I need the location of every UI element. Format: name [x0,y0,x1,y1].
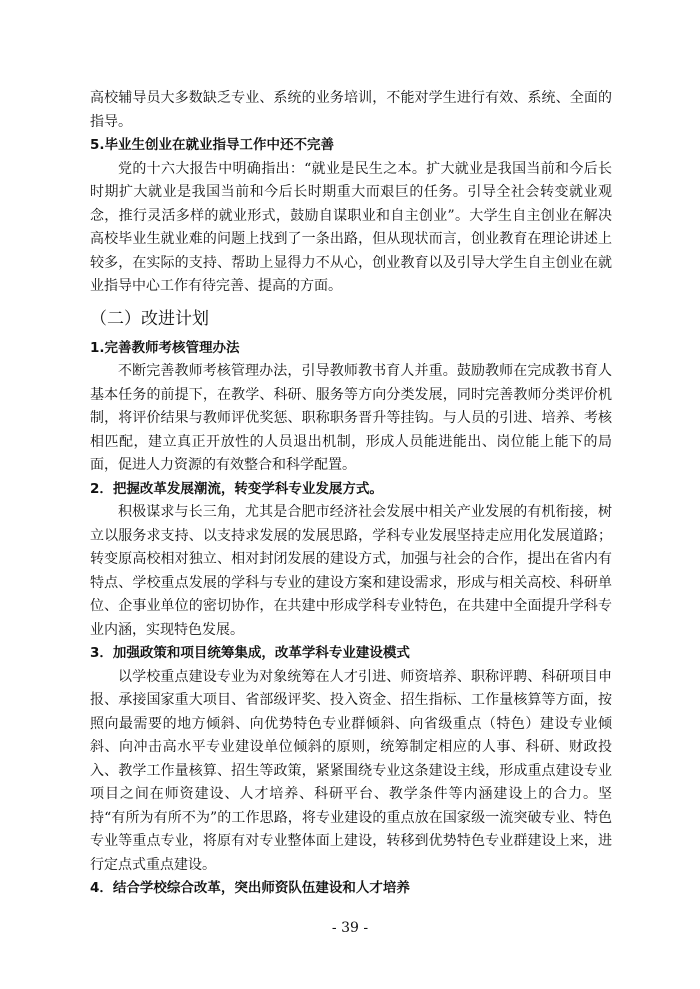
section-title-improvement-plan: （二）改进计划 [90,308,209,329]
paragraph-entrepreneurship: 党的十六大报告中明确指出：“就业是民生之本。扩大就业是我国当前和今后长时期扩大就业是我国当前和今后长时期重大而艰巨的任务。引导全社会转变就业观念，推行灵活多样的就业形式，鼓励自谋职业和自主创业”。大学生自主创业在解决高校毕业生就业难的问题上找到了一条出路，但从现状而言，创业教育在理论讲述上较多，在实际的支持、帮助上显得力不从心，创业教育以及引导大学生自主创业在就业指导中心工作有待完善、提高的方面。 [90,160,612,294]
heading-graduate-entrepreneurship: 5.毕业生创业在就业指导工作中还不完善 [90,137,335,153]
heading-teacher-assessment: 1.完善教师考核管理办法 [90,339,240,356]
paragraph-teacher-assessment: 不断完善教师考核管理办法，引导教师教书育人并重。鼓励教师在完成教书育人基本任务的前提下，在教学、科研、服务等方向分类发展，同时完善教师分类评价机制，将评价结果与教师评优奖惩、职称职务晋升等挂钩。与人员的引进、培养、考核相匹配，建立真正开放性的人员退出机制，形成人员能进能出、岗位能上能下的局面，促进人力资源的有效整合和科学配置。 [90,363,612,473]
heading-policy-integration: 3．加强政策和项目统筹集成，改革学科专业建设模式 [90,645,410,661]
paragraph-counselor-training: 高校辅导员大多数缺乏专业、系统的业务培训，不能对学生进行有效、系统、全面的指导。 [90,90,612,130]
paragraph-reform-trend: 积极谋求与长三角，尤其是合肥市经济社会发展中相关产业发展的有机衔接，树立以服务求支持、以支持求发展的发展思路，学科专业发展坚持走应用化发展道路；转变原高校相对独立、相对封闭发展的建设方式，加强与社会的合作，提出在省内有特点、学校重点发展的学科与专业的建设方案和建设需求，形成与相关高校、科研单位、企事业单位的密切协作，在共建中形成学科专业特色，在共建中全面提升学科专业内涵，实现特色发展。 [90,504,612,638]
page-number: - 39 - [331,920,369,936]
heading-comprehensive-reform: 4．结合学校综合改革，突出师资队伍建设和人才培养 [90,880,410,896]
paragraph-policy-integration: 以学校重点建设专业为对象统筹在人才引进、师资培养、职称评聘、科研项目申报、承接国家重大项目、省部级评奖、投入资金、招生指标、工作量核算等方面，按照向最需要的地方倾斜、向优势特色专业群倾斜、向省级重点（特色）建设专业倾斜、向冲击高水平专业建设单位倾斜的原则，统筹制定相应的人事、科研、财政投入、教学工作量核算、招生等政策，紧紧围绕专业这条建设主线，形成重点建设专业项目之间在师资建设、人才培养、科研平台、教学条件等内涵建设上的合力。坚持“有所为有所不为”的工作思路，将专业建设的重点放在国家级一流突破专业、特色专业等重点专业，将原有对专业整体面上建设，转移到优势特色专业群建设上来，进行定点式重点建设。 [90,668,612,873]
heading-reform-trend: 2．把握改革发展潮流，转变学科专业发展方式。 [90,480,383,497]
document-body [90,87,612,901]
